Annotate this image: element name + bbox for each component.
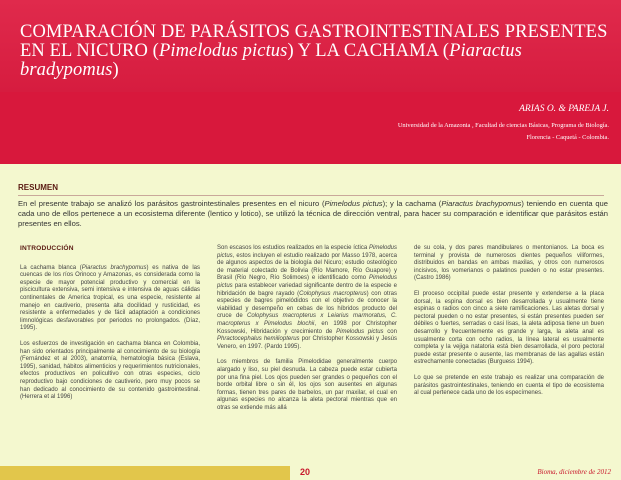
- column-2: [217, 245, 397, 420]
- abstract-species: Pimelodus pictus: [324, 199, 383, 208]
- text: La cachama blanca (: [20, 264, 82, 271]
- species: Piaractus brachypomus: [81, 264, 147, 271]
- text: Son escasos los estudios realizados en la especie íctica: [217, 245, 369, 251]
- header-banner: [0, 0, 621, 164]
- abstract-divider: [18, 195, 604, 196]
- abstract-text-part: ); y la cachama (: [382, 199, 442, 208]
- text: , en 1998 por Christopher Kossowski, Hibridación y crecimiento de: [217, 320, 398, 335]
- authors: ARIAS O. & PAREJA J.: [519, 104, 609, 114]
- title-text: ) Y LA CACHAMA (: [287, 41, 450, 61]
- species: Colophysus macropterus x Leiarius marmoratus, C. macropterus x Pimelodus blochii: [217, 313, 397, 327]
- abstract-text-part: ) teniendo en cuenta que cada uno de ellos pertenece a un ecosistema diferente (lentico y lotico), se utilizó la técnica de dirección ventral, para hacer su comparación e identificar que parásitos están presentes en ellos.: [18, 199, 608, 228]
- abstract-heading: RESUMEN: [18, 183, 59, 192]
- journal-footer: Bioma, diciembre de 2012: [537, 468, 611, 476]
- paragraph: Los esfuerzos de investigación en cachama blanca en Colombia, han sido orientados principalmente al conocimiento de su biología (Fernández et al 2003), anatomía, hematología básica (Eslava, 1995), sanidad, hábitos alimenticios y requerimientos nutricionales, efectos productivos en policultivo con otras especies, ciclo reproductivo bajo condiciones de cautiverio, pero muy pocos se han dedicado al conocimiento de su contenido gastrointestinal. (Herrera et al 1996): [20, 340, 200, 401]
- column-1: [20, 245, 200, 410]
- page-number: 20: [300, 467, 311, 477]
- paragraph: [217, 245, 397, 351]
- text: ) con otras especies de bagres pimelódidos con el objetivo de conocer la viabilidad y desempeño en cebas de los híbridos producto del cruce de: [217, 290, 397, 320]
- title-text: COMPARACIÓN DE PARÁSITOS GASTROINTESTINALES PRESENTES EN EL NICURO (: [20, 22, 608, 61]
- affiliation: [279, 120, 609, 144]
- text: ) es nativa de las cuencas de los ríos Orinoco y Amazonas, es considerada como la especie de mayor potencial productivo y comercial en la piscicultura extensiva, semi intensiva e intensiva de aguas cálidas continentales de America tropical, es una especie, resistente al manejo en cautiverio, presenta alta docilidad y rusticidad, es resistente a enfermedades y de fácil adaptación a condiciones limnológicas desfavorables por periodos no prolongados. (Díaz, 1995).: [20, 264, 201, 332]
- paragraph: Lo que se pretende en este trabajo es realizar una comparación de parásitos gastrointestinales, teniendo en cuenta el tipo de ecosistema al cual pertenece cada uno de los especímenes.: [414, 374, 604, 397]
- species: Colophysus macropterus: [299, 290, 367, 297]
- text: con: [383, 328, 397, 335]
- species: Pimelodus pictus: [217, 275, 397, 289]
- paragraph: El proceso occipital puede estar presente y extenderse a la placa dorsal, la espina dorsal es bien desarrollada y usualmente tiene espinas o radios con cinco a siete ramificaciones. Las aletas dorsal y pectoral pueden o no estar presentes, si están presentes pueden ser débiles o fuertes, serradas o casi lisas, la aleta adiposa tiene un buen desarrollo y frecuentemente es grande y larga, la aleta anal es usualmente corta con ocho radios, la línea lateral es usualmente completa y la vejiga natatoria está bien desarrollada, el poro pectoral puede estar presente o ausente, las membranas de las agallas están estrechamente conectadas (Burguess 1994).: [414, 290, 604, 366]
- species: Phractocephalus hemiliopterus: [217, 336, 300, 343]
- footer-bar: [0, 466, 290, 480]
- title-species-2: Piaractus bradypomus: [20, 41, 522, 80]
- paragraph: de su cola, y dos pares mandibulares o mentonianos. La boca es terminal y provista de numerosos dientes pequeños viliformes, distribuidos en bandas en ambas maxilas, y otros con numerosos incisivos, los vomerianos o palatinos pueden o no estar presentes. (Castro 1986): [414, 245, 604, 282]
- text: por Christopher Kossowski y Jesús Venero, en 1997. (Pardo 1995).: [217, 336, 397, 350]
- paragraph: [20, 265, 200, 333]
- text: para establecer variedad significante dentro de la especie e hibridación de bagre rayado (: [217, 282, 397, 297]
- abstract-text: [18, 199, 608, 229]
- article-title: [20, 23, 610, 80]
- abstract-species: Piaractus brachypomus: [441, 199, 522, 208]
- species: Pimelodus pictus: [336, 328, 384, 335]
- text: , estos incluyen el estudio realizado por Masso 1978, acerca de algunos aspectos de la biología del Nicuro; estudio osteológico de material colectado de Bolivia (Río Mamore, Río Guapore) y Brasil (Río Negro, Río Solimoes) e identificado como: [217, 252, 397, 282]
- column-3: [414, 245, 604, 406]
- paragraph: Los miembros de familia Pimelodidae generalmente cuerpo alargado y liso, su piel desnuda. La cabeza puede estar cubierta por una fina piel. Los ojos pueden ser grandes o pequeños con el borde orbital libre o sin él, los ojos son ausentes en algunas formas, tienen tres pares de barbelos, un par maxilar, el cual en algunas especies no alcanza la aleta pectoral mientras que en otras se extiende más allá: [217, 359, 397, 411]
- species: Pimelodus pictus: [217, 245, 397, 259]
- abstract-text-part: En el presente trabajo se analizó los parásitos gastrointestinales presentes en el nicuro (: [18, 199, 325, 208]
- title-species-1: Pimelodus pictus: [158, 41, 288, 61]
- affiliation-line: Universidad de la Amazonia , Facultad de ciencias Básicas, Programa de Biología.: [397, 122, 609, 129]
- affiliation-line: Florencia - Caquetá - Colombia.: [526, 134, 609, 141]
- title-text: ): [112, 60, 119, 80]
- intro-heading: INTRODUCCIÓN: [20, 245, 74, 252]
